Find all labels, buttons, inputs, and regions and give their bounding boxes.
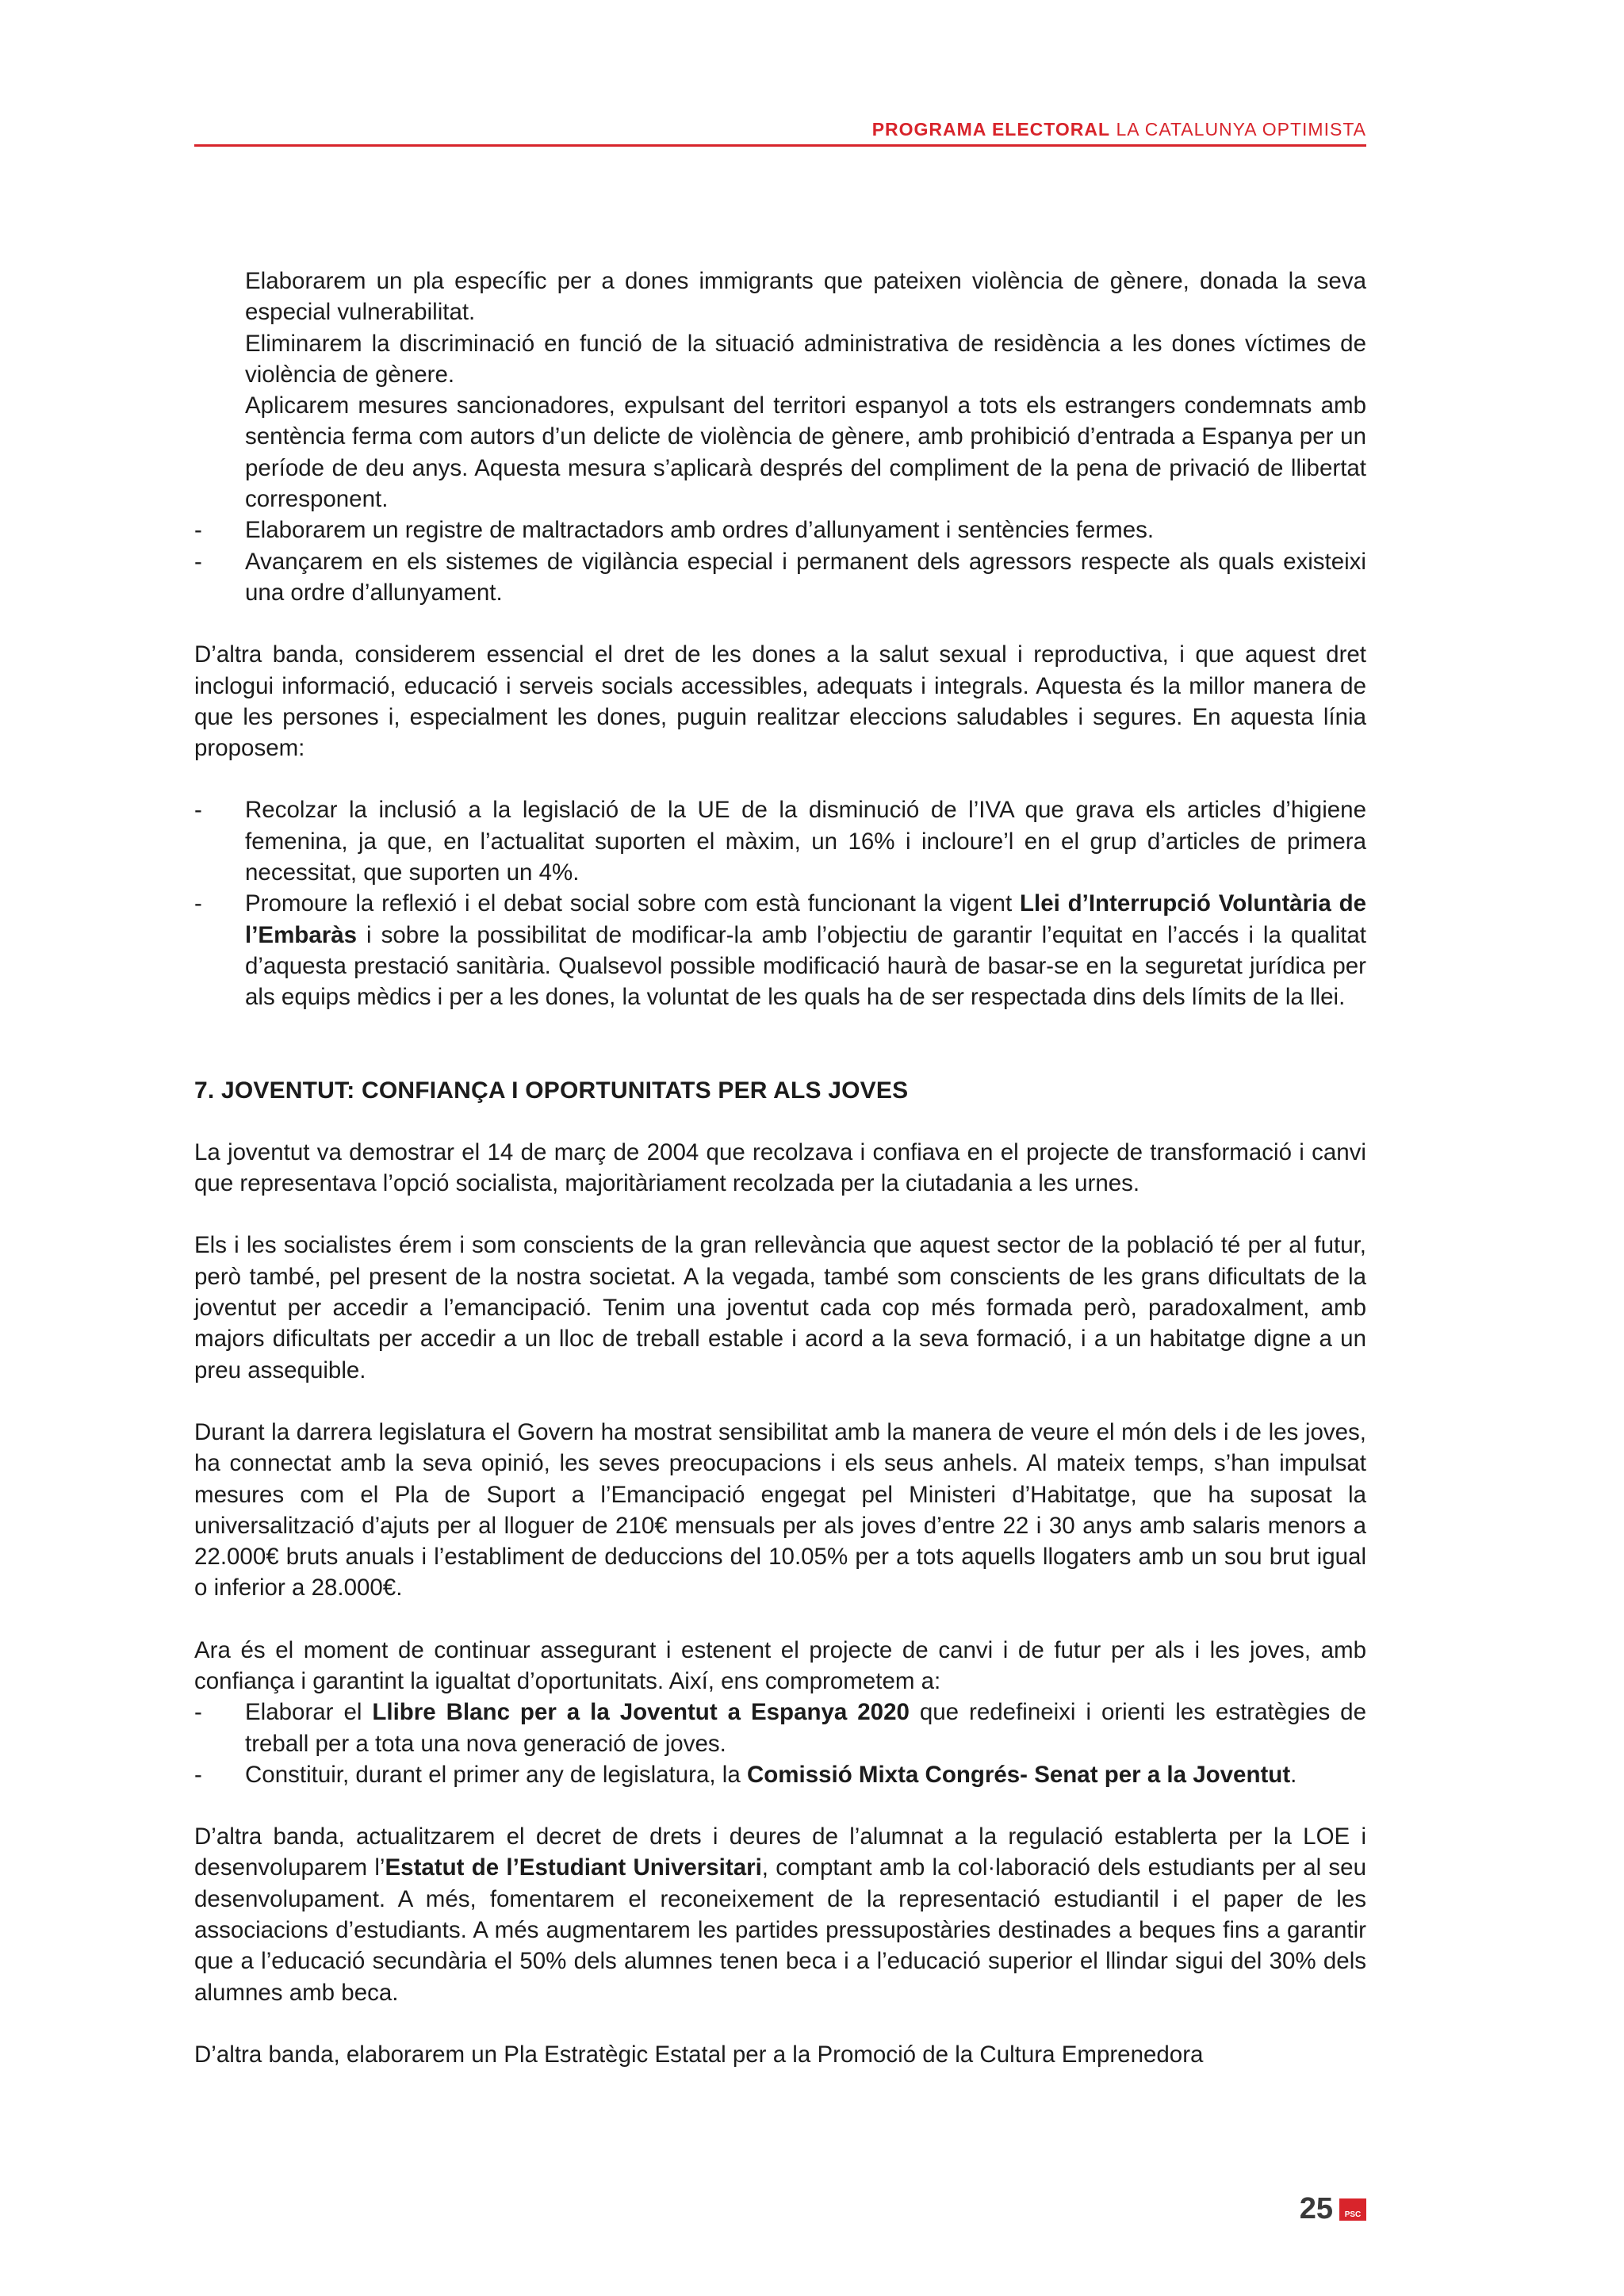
list-item-text: Elaborar el <box>245 1699 373 1726</box>
list-item-emphasis: Llibre Blanc per a la Joventut a Espanya 2020 <box>372 1699 910 1726</box>
paragraph-text: D’altra banda, actualitzarem el decret de drets i deures de l’alumnat a la regulació establerta per la LOE i desenvoluparem l’ <box>194 1823 1366 1881</box>
list-item-text: Elaborarem un pla específic per a dones immigrants que pateixen violència de gènere, donada la seva especial vulnerabilitat. <box>245 268 1366 326</box>
list-item-text: Constituir, durant el primer any de legislatura, la <box>245 1761 747 1788</box>
paragraph-students <box>194 1821 1366 2008</box>
header-title: LA CATALUNYA OPTIMISTA <box>1110 119 1366 140</box>
running-header <box>194 119 1366 140</box>
list-item-text: Eliminarem la discriminació en funció de la situació administrativa de residència a les dones víctimes de violència de gènere. <box>245 330 1366 388</box>
list-item <box>194 888 1366 1012</box>
paragraph-text-cont: , comptant amb la col·laboració dels estudiants per al seu desenvolupament. A més, fomentarem el reconeixement de la representació estudiantil i el paper de les associacions d’estudiants. A més augmentarem les partides pressupostàries destinades a beques fins a garantir que a l’educació secundària el 50% dels alumnes tenen beca i a l’educació superior el llindar sigui del 30% dels alumnes amb beca. <box>194 1854 1366 2006</box>
list-item <box>194 546 1366 609</box>
list-item-text-cont: . <box>1290 1761 1297 1788</box>
list-item <box>194 1697 1366 1759</box>
list-item <box>194 266 1366 328</box>
page-footer <box>1285 2192 1366 2224</box>
list-dash: - <box>194 890 202 917</box>
list-item <box>194 1759 1366 1790</box>
list-dash: - <box>194 1761 202 1788</box>
list-dash: - <box>194 1699 202 1726</box>
header-divider <box>194 144 1366 147</box>
paragraph-commitments-intro: Ara és el moment de continuar assegurant i estenent el projecte de canvi i de futur per als i les joves, amb confiança i garantint la igualtat d’oportunitats. Així, ens comprometem a: <box>194 1636 1366 1694</box>
list-dash: - <box>194 517 202 544</box>
paragraph-youth-2004: La joventut va demostrar el 14 de març de 2004 que recolzava i confiava en el projecte de transformació i canvi que representava l’opció socialista, majoritàriament recolzada per la ciutadania a les urnes. <box>194 1138 1366 1197</box>
list-item <box>194 794 1366 888</box>
list-item <box>194 390 1366 515</box>
list-item-text: Elaborarem un registre de maltractadors amb ordres d’allunyament i sentències fermes. <box>245 517 1155 544</box>
list-item <box>194 515 1366 545</box>
psc-logo-badge: PSC <box>1339 2198 1366 2221</box>
list-item-text: Recolzar la inclusió a la legislació de la UE de la disminució de l’IVA que grava els articles d’higiene femenina, ja que, en l’actualitat suporten el màxim, un 16% i incloure’l en el grup d’articles de primera necessitat, que suporten un 4%. <box>245 797 1366 886</box>
page-body <box>194 266 1366 2070</box>
list-item-text-cont: que redefineixi i orienti les estratègies de treball per a tota una nova generació de joves. <box>245 1699 1366 1757</box>
paragraph-emphasis: Estatut de l’Estudiant Universitari <box>385 1854 762 1881</box>
list-item-emphasis: Comissió Mixta Congrés- Senat per a la Joventut <box>746 1761 1291 1788</box>
list-item-text-cont: i sobre la possibilitat de modificar-la amb l’objectiu de garantir l’equitat en l’accés i la qualitat d’aquesta prestació sanitària. Qualsevol possible modificació haurà de basar-se en la seguretat jurídica per als equips mèdics i per a les dones, la voluntat de les quals ha de ser respectada dins dels límits de la llei. <box>245 921 1366 1011</box>
paragraph-government-measures: Durant la darrera legislatura el Govern ha mostrat sensibilitat amb la manera de veure el món dels i de les joves, ha connectat amb la seva opinió, les seves preocupacions i els seus anhels. Al mateix temps, s’han impulsat mesures com el Pla de Suport a l’Emancipació engegat pel Ministeri d’Habitatge, que ha suposat la universalització d’ajuts per al lloguer de 210€ mensuals per als joves d’entre 22 i 30 anys amb salaris menors a 22.000€ bruts anuals i l’establiment de deduccions del 10.05% per a tots aquells llogaters amb un sou brut igual o inferior a 28.000€. <box>194 1418 1366 1601</box>
list-item-text: Aplicarem mesures sancionadores, expulsant del territori espanyol a tots els estrangers condemnats amb sentència ferma com autors d’un delicte de violència de gènere, amb prohibició d’entrada a Espanya per un període de deu anys. Aquesta mesura s’aplicarà després del compliment de la pena de privació de llibertat corresponent. <box>245 392 1366 513</box>
paragraph-entrepreneurship: D’altra banda, elaborarem un Pla Estratègic Estatal per a la Promoció de la Cultura Emprenedora <box>194 2041 1204 2068</box>
paragraph-youth-challenges: Els i les socialistes érem i som conscients de la gran rellevància que aquest sector de la població té per al futur, però també, pel present de la nostra societat. A la vegada, també som conscients de les grans dificultats de la joventut per accedir a l’emancipació. Tenim una joventut cada cop més formada però, paradoxalment, amb majors dificultats per accedir a un lloc de treball estable i acord a la seva formació, i a un habitatge digne a un preu assequible. <box>194 1232 1366 1383</box>
list-item-emphasis: Llei d’Interrupció Voluntària de l’Embaràs <box>245 890 1366 948</box>
list-dash: - <box>194 797 202 824</box>
section-title: 7. JOVENTUT: CONFIANÇA I OPORTUNITATS PER ALS JOVES <box>194 1077 909 1104</box>
list-dash: - <box>194 548 202 575</box>
header-program-label: PROGRAMA ELECTORAL <box>871 119 1111 140</box>
list-item <box>194 328 1366 391</box>
list-item-text: Promoure la reflexió i el debat social sobre com està funcionant la vigent <box>245 890 1020 917</box>
paragraph-sexual-health: D’altra banda, considerem essencial el dret de les dones a la salut sexual i reproductiva, i que aquest dret inclogui informació, educació i serveis socials accessibles, adequats i integrals. Aquesta és la millor manera de que les persones i, especialment les dones, puguin realitzar eleccions saludables i segures. En aquesta línia proposem: <box>194 641 1366 762</box>
page-number: 25 <box>1299 2192 1333 2225</box>
list-item-text: Avançarem en els sistemes de vigilància especial i permanent dels agressors respecte als quals existeixi una ordre d’allunyament. <box>245 548 1366 606</box>
